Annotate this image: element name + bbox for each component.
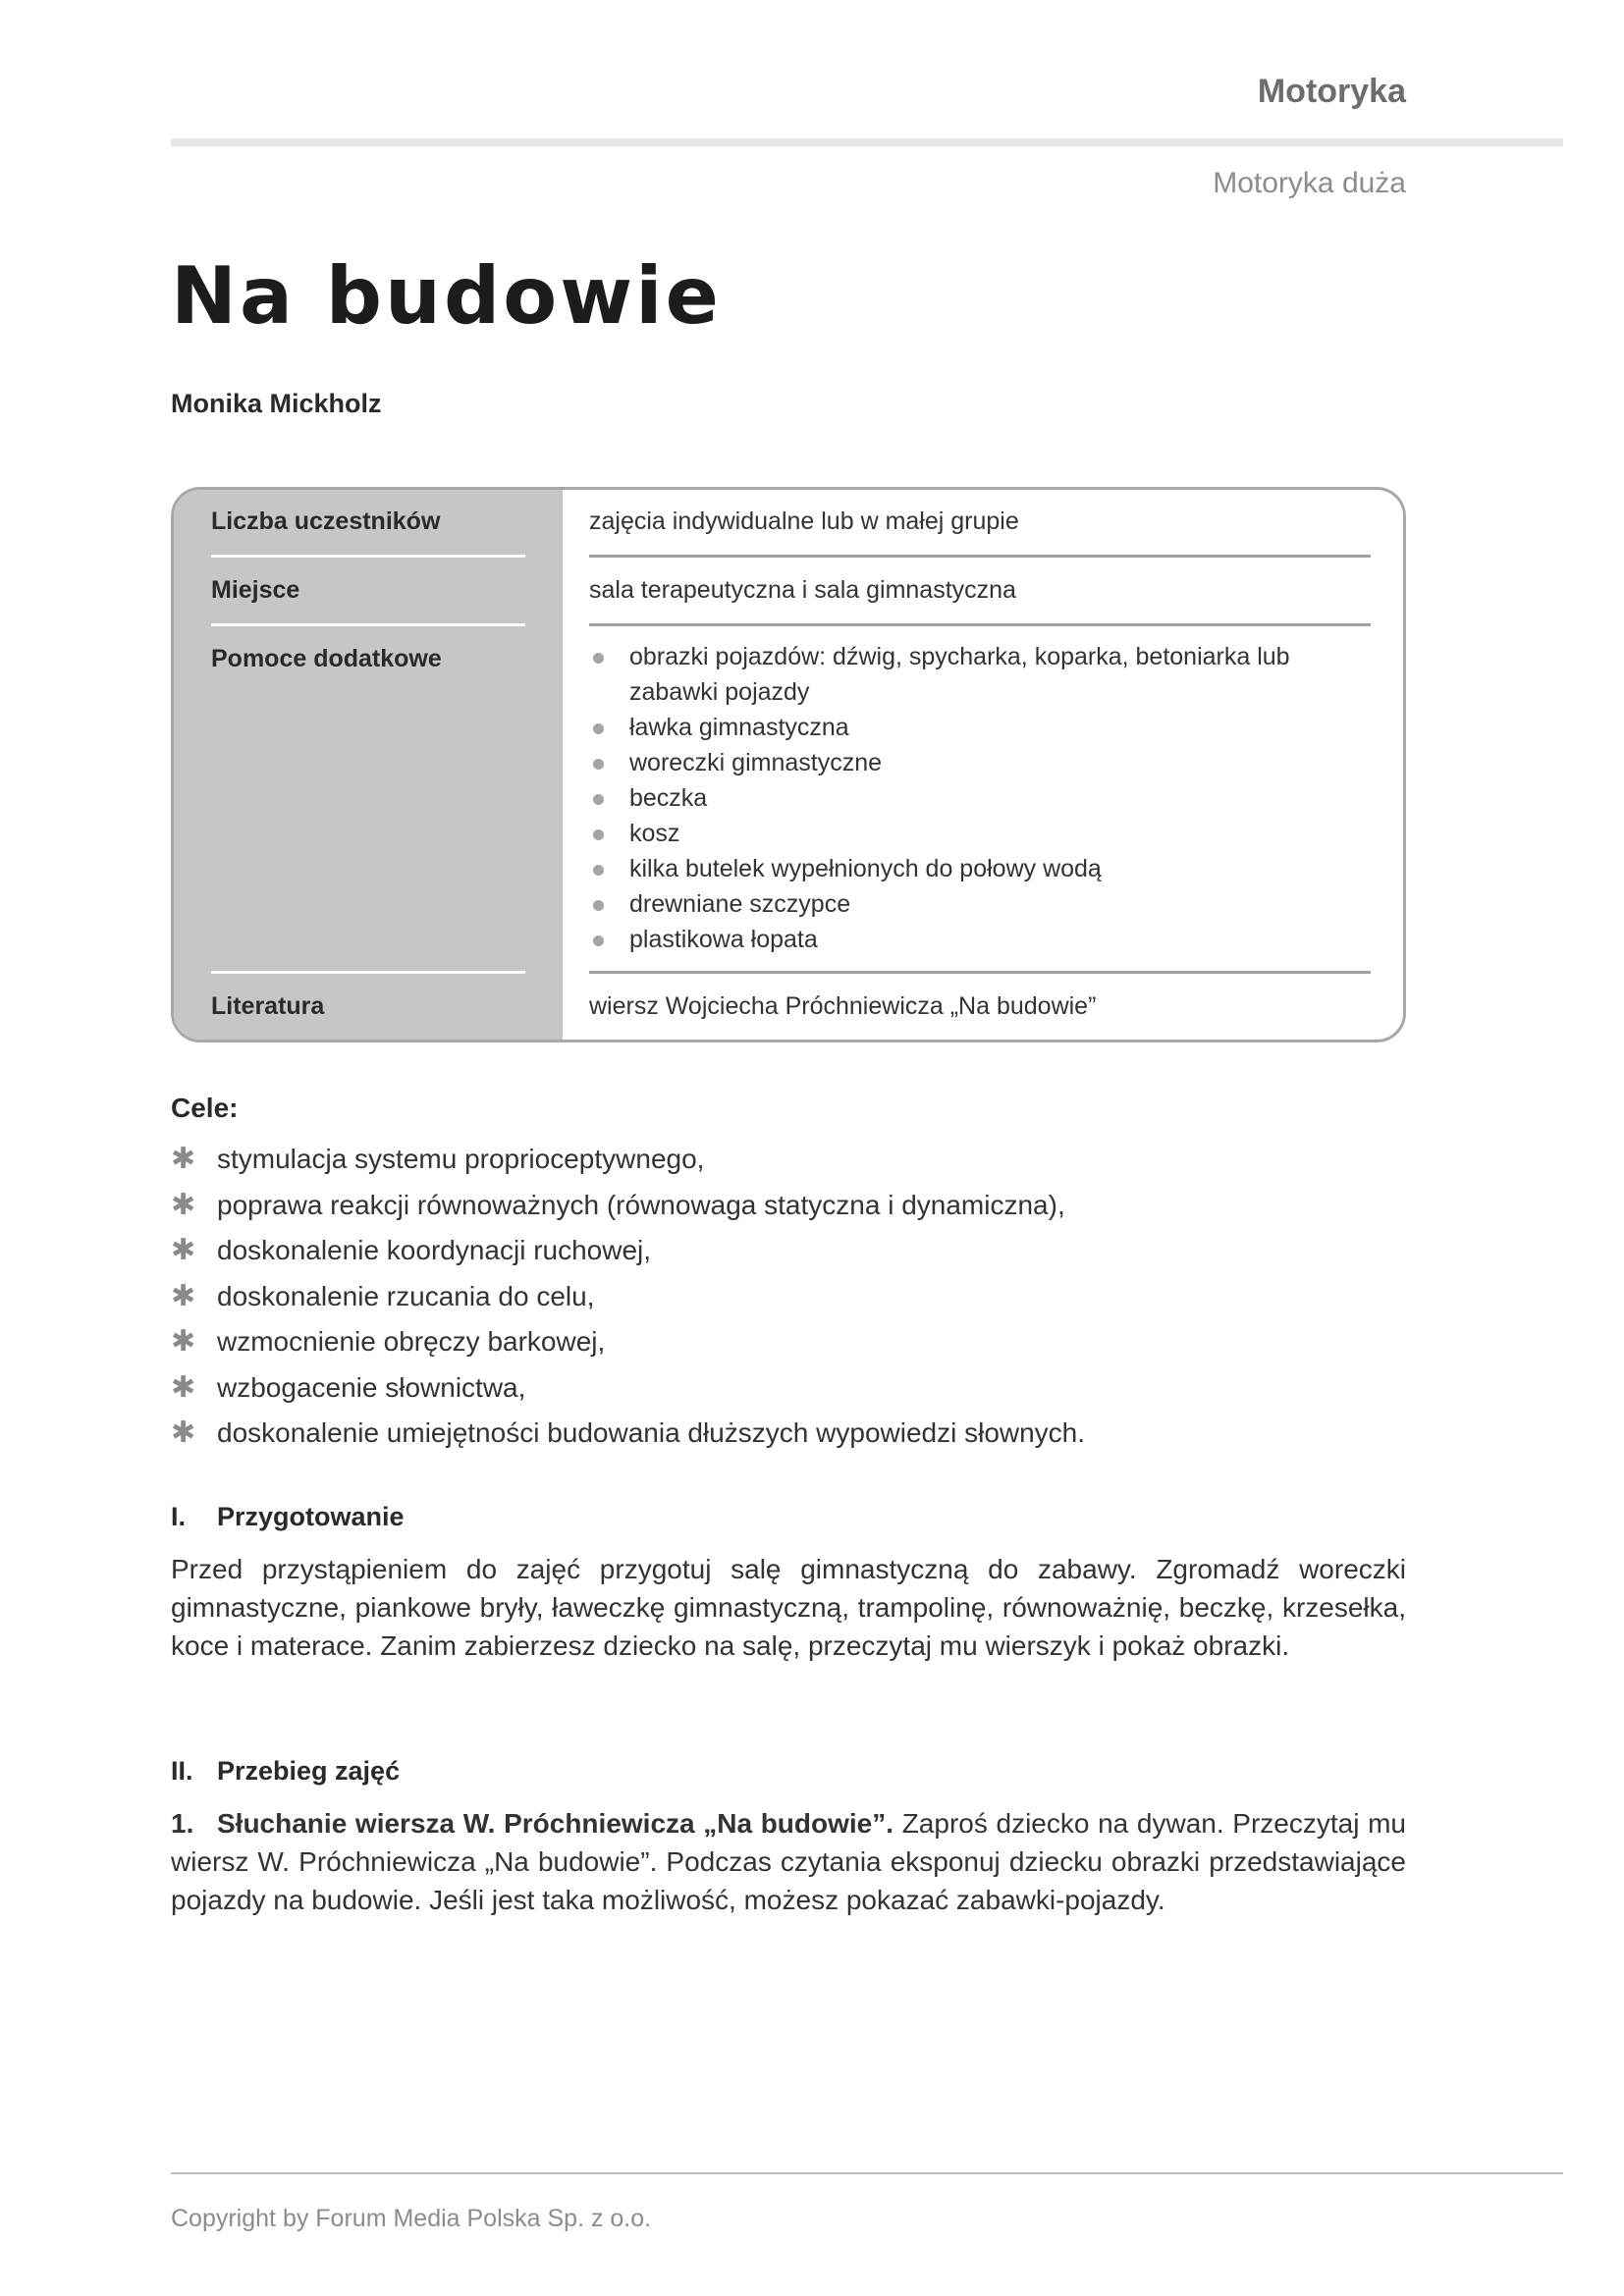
goal-item xyxy=(171,1137,1408,1183)
asterisk-icon: ✱ xyxy=(171,1233,196,1267)
bullet-icon xyxy=(593,653,604,664)
info-value-literature: wiersz Wojciecha Próchniewicza „Na budowie” xyxy=(589,992,1097,1020)
aids-list-item xyxy=(589,851,1365,886)
goal-text: wzmocnienie obręczy barkowej, xyxy=(217,1326,606,1357)
aids-list-item xyxy=(589,886,1365,922)
aids-list-item xyxy=(589,922,1365,957)
footer-rule xyxy=(171,2172,1563,2174)
header-section-label: Motoryka xyxy=(1257,73,1406,110)
aids-item-text: plastikowa łopata xyxy=(629,926,818,953)
aids-item-text: beczka xyxy=(629,784,708,812)
section-number: I. xyxy=(171,1502,187,1531)
goal-text: doskonalenie umiejętności budowania dłuższych wypowiedzi słownych. xyxy=(217,1417,1086,1448)
info-divider-left xyxy=(211,623,525,626)
section-number: II. xyxy=(171,1756,193,1786)
info-label-literature: Literatura xyxy=(211,992,325,1020)
aids-list-item xyxy=(589,816,1365,851)
section-title: Przygotowanie xyxy=(217,1502,405,1531)
aids-list xyxy=(589,639,1365,957)
goal-text: wzbogacenie słownictwa, xyxy=(217,1371,526,1403)
info-divider-left xyxy=(211,555,525,558)
page-title: Na budowie xyxy=(171,250,722,342)
info-divider-right xyxy=(589,623,1371,626)
goals-list xyxy=(171,1137,1408,1457)
section-heading-preparation xyxy=(171,1502,405,1532)
bullet-icon xyxy=(593,723,604,734)
goals-title: Cele: xyxy=(171,1093,239,1123)
bullet-icon xyxy=(593,865,604,876)
goal-text: doskonalenie rzucania do celu, xyxy=(217,1280,595,1311)
asterisk-icon: ✱ xyxy=(171,1369,196,1405)
info-value-participants: zajęcia indywidualne lub w małej grupie xyxy=(589,507,1019,535)
asterisk-icon: ✱ xyxy=(171,1187,196,1222)
goal-text: stymulacja systemu proprioceptywnego, xyxy=(217,1144,705,1174)
section-title: Przebieg zajęć xyxy=(217,1756,401,1786)
info-table-label-column xyxy=(174,490,563,1040)
goal-item xyxy=(171,1228,1408,1274)
aids-list-item xyxy=(589,710,1365,745)
header-rule xyxy=(171,138,1563,146)
aids-item-text: woreczki gimnastyczne xyxy=(629,749,883,776)
step-number: 1. xyxy=(171,1808,194,1839)
asterisk-icon: ✱ xyxy=(171,1415,196,1450)
author-name: Monika Mickholz xyxy=(171,389,382,418)
goal-text: doskonalenie koordynacji ruchowej, xyxy=(217,1235,652,1265)
info-value-place: sala terapeutyczna i sala gimnastyczna xyxy=(589,576,1016,604)
info-label-participants: Liczba uczestników xyxy=(211,507,441,535)
goal-item xyxy=(171,1274,1408,1320)
bullet-icon xyxy=(593,900,604,911)
asterisk-icon: ✱ xyxy=(171,1278,196,1313)
footer-copyright: Copyright by Forum Media Polska Sp. z o.o. xyxy=(171,2205,652,2232)
bullet-icon xyxy=(593,794,604,805)
aids-item-text: kilka butelek wypełnionych do połowy wodą xyxy=(629,855,1102,882)
aids-item-text: ławka gimnastyczna xyxy=(629,714,849,741)
section-heading-course xyxy=(171,1756,400,1787)
aids-list-item xyxy=(589,639,1365,710)
info-label-aids: Pomoce dodatkowe xyxy=(211,645,442,672)
info-table xyxy=(171,487,1406,1042)
goal-item xyxy=(171,1319,1408,1365)
step-text: Zaproś dziecko na dywan. Przeczytaj mu wiersz W. Próchniewicza „Na budowie”. Podczas czytania eksponuj dziecku obrazki przedstawiające pojazdy na budowie. Jeśli jest taka możliwość, możesz pokazać zabawki-pojazdy. xyxy=(171,1808,1406,1915)
goal-item xyxy=(171,1411,1408,1457)
step-lead: Słuchanie wiersza W. Próchniewicza „Na budowie”. xyxy=(217,1808,894,1839)
bullet-icon xyxy=(593,935,604,946)
info-divider-right xyxy=(589,971,1371,974)
aids-item-text: kosz xyxy=(629,820,680,847)
goal-item xyxy=(171,1183,1408,1229)
goal-text: poprawa reakcji równoważnych (równowaga statyczna i dynamiczna), xyxy=(217,1189,1065,1220)
info-divider-right xyxy=(589,555,1371,558)
aids-item-text: drewniane szczypce xyxy=(629,890,851,918)
goal-item xyxy=(171,1365,1408,1412)
asterisk-icon: ✱ xyxy=(171,1142,196,1176)
step-1-paragraph xyxy=(171,1804,1406,1919)
asterisk-icon: ✱ xyxy=(171,1324,196,1359)
subsection-label: Motoryka duża xyxy=(1213,167,1406,199)
aids-list-item xyxy=(589,780,1365,816)
preparation-paragraph: Przed przystąpieniem do zajęć przygotuj salę gimnastyczną do zabawy. Zgromadź woreczki gimnastyczne, piankowe bryły, ławeczkę gimnastyczną, trampolinę, równoważnię, beczkę, krzesełka, koce i materace. Zanim zabierzesz dziecko na salę, przeczytaj mu wierszyk i pokaż obrazki. xyxy=(171,1554,1406,1661)
aids-list-item xyxy=(589,745,1365,780)
aids-item-text: obrazki pojazdów: dźwig, spycharka, koparka, betoniarka lub zabawki pojazdy xyxy=(629,643,1290,706)
bullet-icon xyxy=(593,759,604,770)
bullet-icon xyxy=(593,829,604,840)
info-divider-left xyxy=(211,971,525,974)
info-label-place: Miejsce xyxy=(211,576,300,604)
